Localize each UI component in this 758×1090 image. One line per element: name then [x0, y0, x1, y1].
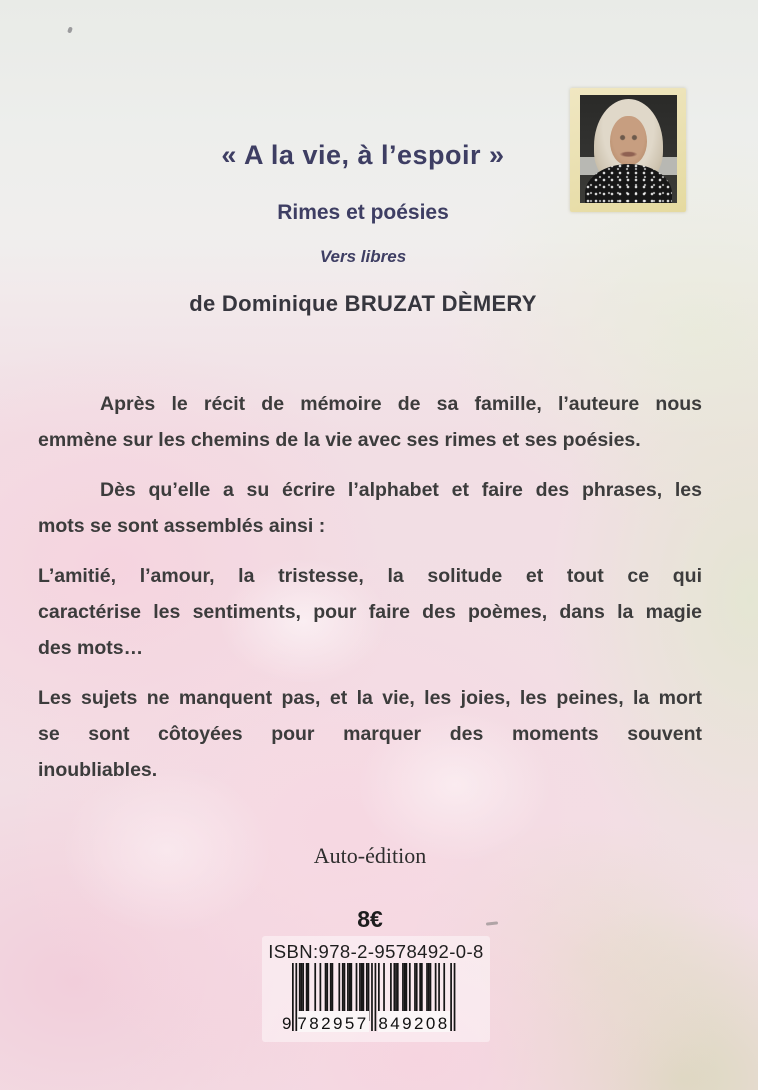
- blurb-line: Après le récit de mémoire de sa famille, l’auteure nous: [100, 393, 702, 415]
- blurb-paragraph: [38, 386, 702, 458]
- book-subtitle: Rimes et poésies: [277, 201, 449, 224]
- blurb-line: inoubliables.: [38, 759, 158, 781]
- price-label: 8€: [357, 906, 383, 932]
- blurb-line: caractérise les sentiments, pour faire des poèmes, dans la magie: [38, 601, 702, 623]
- book-title: « A la vie, à l’espoir »: [221, 140, 505, 170]
- svg-text:849208: 849208: [378, 1014, 450, 1033]
- edition-label: Auto-édition: [313, 843, 427, 868]
- book-subtitle-genre: Vers libres: [319, 247, 407, 266]
- blurb-line: Les sujets ne manquent pas, et la vie, les joies, les peines, la mort: [38, 687, 702, 709]
- blurb-paragraph: [38, 558, 702, 666]
- scan-speck: [67, 26, 73, 33]
- blurb-line: des mots…: [38, 637, 144, 659]
- blurb-paragraph: [38, 472, 702, 544]
- blurb-paragraph: [38, 680, 702, 788]
- blurb-line: emmène sur les chemins de la vie avec ses rimes et ses poésies.: [38, 429, 641, 451]
- blurb-line: se sont côtoyées pour marquer des moments souvent: [38, 723, 702, 745]
- book-author-line: de Dominique BRUZAT DÈMERY: [189, 291, 537, 316]
- ean13-barcode: [280, 963, 462, 1035]
- blurb-line: Dès qu’elle a su écrire l’alphabet et faire des phrases, les: [100, 479, 702, 501]
- blurb-line: L’amitié, l’amour, la tristesse, la solitude et tout ce qui: [38, 565, 702, 587]
- svg-text:782957: 782957: [297, 1014, 369, 1033]
- svg-text:9: 9: [282, 1014, 292, 1033]
- blurb-line: mots se sont assemblés ainsi :: [38, 515, 326, 537]
- back-cover-blurb: [38, 386, 702, 802]
- isbn-label: ISBN:978-2-9578492-0-8: [268, 941, 484, 962]
